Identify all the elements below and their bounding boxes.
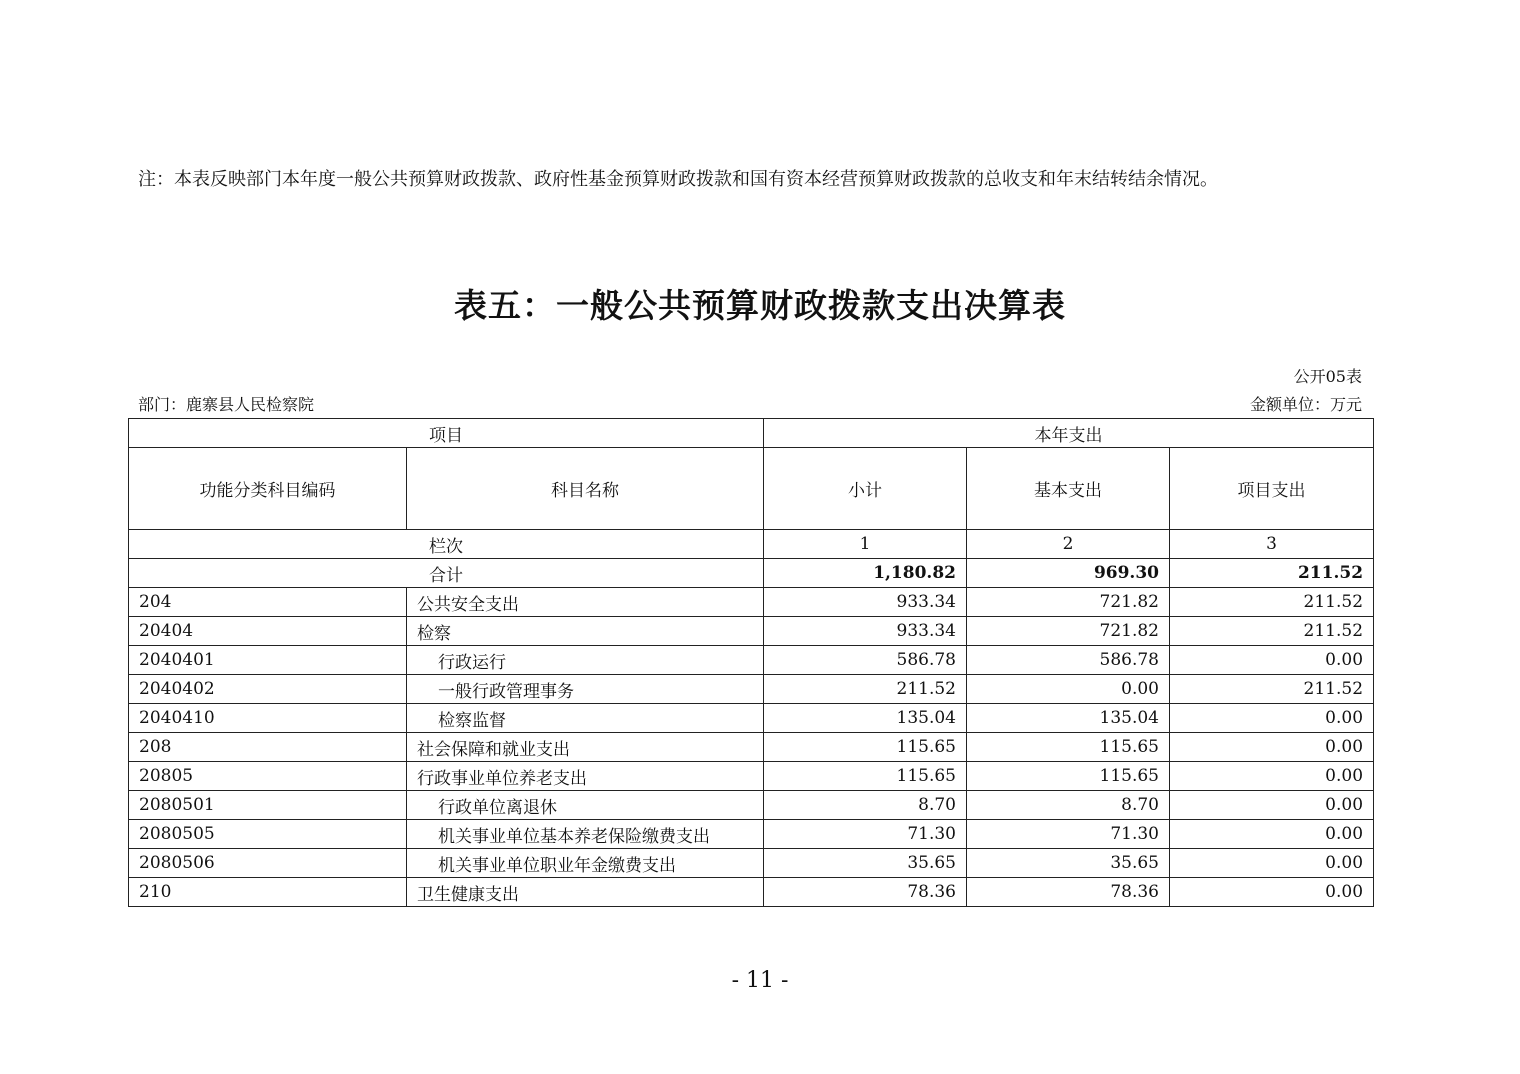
row-subtotal: 115.65 — [764, 762, 967, 791]
row-code: 2080501 — [129, 791, 407, 820]
row-project: 0.00 — [1170, 704, 1374, 733]
row-name: 检察监督 — [407, 704, 764, 733]
row-project: 211.52 — [1170, 617, 1374, 646]
header-current-year-expense: 本年支出 — [764, 419, 1374, 448]
row-basic: 115.65 — [967, 733, 1170, 762]
row-basic: 721.82 — [967, 588, 1170, 617]
row-basic: 115.65 — [967, 762, 1170, 791]
total-subtotal: 1,180.82 — [764, 559, 967, 588]
row-code: 210 — [129, 878, 407, 907]
form-number: 公开05表 — [1293, 367, 1362, 386]
header-code: 功能分类科目编码 — [129, 448, 407, 530]
header-row-group — [129, 419, 1374, 448]
table-row — [129, 762, 1374, 791]
row-subtotal: 8.70 — [764, 791, 967, 820]
table-row — [129, 675, 1374, 704]
row-project: 0.00 — [1170, 791, 1374, 820]
row-project: 211.52 — [1170, 588, 1374, 617]
row-subtotal: 933.34 — [764, 588, 967, 617]
table-row — [129, 704, 1374, 733]
row-name: 检察 — [407, 617, 764, 646]
header-name: 科目名称 — [407, 448, 764, 530]
row-project: 0.00 — [1170, 849, 1374, 878]
column-index-2: 2 — [967, 530, 1170, 559]
row-code: 2080506 — [129, 849, 407, 878]
row-code: 2040401 — [129, 646, 407, 675]
row-subtotal: 586.78 — [764, 646, 967, 675]
row-subtotal: 35.65 — [764, 849, 967, 878]
column-index-3: 3 — [1170, 530, 1374, 559]
table-note: 注：本表反映部门本年度一般公共预算财政拨款、政府性基金预算财政拨款和国有资本经营预算财政拨款的总收支和年末结转结余情况。 — [138, 169, 1218, 190]
expenditure-table — [128, 418, 1374, 907]
row-basic: 586.78 — [967, 646, 1170, 675]
header-project: 项目 — [129, 419, 764, 448]
department-label: 部门：鹿寨县人民检察院 — [138, 395, 315, 414]
column-index-label: 栏次 — [129, 530, 764, 559]
header-project-expense: 项目支出 — [1170, 448, 1374, 530]
row-basic: 135.04 — [967, 704, 1170, 733]
table-row — [129, 820, 1374, 849]
row-name: 机关事业单位基本养老保险缴费支出 — [407, 820, 764, 849]
total-project: 211.52 — [1170, 559, 1374, 588]
row-basic: 71.30 — [967, 820, 1170, 849]
row-basic: 35.65 — [967, 849, 1170, 878]
row-basic: 721.82 — [967, 617, 1170, 646]
table-row — [129, 617, 1374, 646]
table-row — [129, 878, 1374, 907]
table-row — [129, 588, 1374, 617]
header-subtotal: 小计 — [764, 448, 967, 530]
row-code: 20805 — [129, 762, 407, 791]
table-row — [129, 849, 1374, 878]
row-code: 204 — [129, 588, 407, 617]
row-code: 2040410 — [129, 704, 407, 733]
row-basic: 8.70 — [967, 791, 1170, 820]
row-subtotal: 78.36 — [764, 878, 967, 907]
row-name: 社会保障和就业支出 — [407, 733, 764, 762]
row-code: 208 — [129, 733, 407, 762]
row-name: 行政事业单位养老支出 — [407, 762, 764, 791]
row-project: 0.00 — [1170, 820, 1374, 849]
total-row — [129, 559, 1374, 588]
table-row — [129, 733, 1374, 762]
row-name: 行政运行 — [407, 646, 764, 675]
column-index-1: 1 — [764, 530, 967, 559]
column-index-row — [129, 530, 1374, 559]
row-project: 0.00 — [1170, 762, 1374, 791]
page-number: - 11 - — [731, 968, 789, 993]
row-code: 20404 — [129, 617, 407, 646]
total-basic: 969.30 — [967, 559, 1170, 588]
row-project: 0.00 — [1170, 646, 1374, 675]
row-subtotal: 933.34 — [764, 617, 967, 646]
row-name: 一般行政管理事务 — [407, 675, 764, 704]
amount-unit-label: 金额单位：万元 — [1249, 395, 1362, 414]
row-code: 2040402 — [129, 675, 407, 704]
row-name: 行政单位离退休 — [407, 791, 764, 820]
table-row — [129, 791, 1374, 820]
header-basic: 基本支出 — [967, 448, 1170, 530]
row-basic: 78.36 — [967, 878, 1170, 907]
row-basic: 0.00 — [967, 675, 1170, 704]
row-subtotal: 135.04 — [764, 704, 967, 733]
row-project: 0.00 — [1170, 878, 1374, 907]
row-project: 211.52 — [1170, 675, 1374, 704]
total-label: 合计 — [129, 559, 764, 588]
row-project: 0.00 — [1170, 733, 1374, 762]
table-row — [129, 646, 1374, 675]
page-title: 表五：一般公共预算财政拨款支出决算表 — [454, 286, 1066, 325]
row-name: 机关事业单位职业年金缴费支出 — [407, 849, 764, 878]
row-subtotal: 115.65 — [764, 733, 967, 762]
row-name: 卫生健康支出 — [407, 878, 764, 907]
row-subtotal: 211.52 — [764, 675, 967, 704]
row-subtotal: 71.30 — [764, 820, 967, 849]
row-name: 公共安全支出 — [407, 588, 764, 617]
row-code: 2080505 — [129, 820, 407, 849]
header-row-columns — [129, 448, 1374, 530]
